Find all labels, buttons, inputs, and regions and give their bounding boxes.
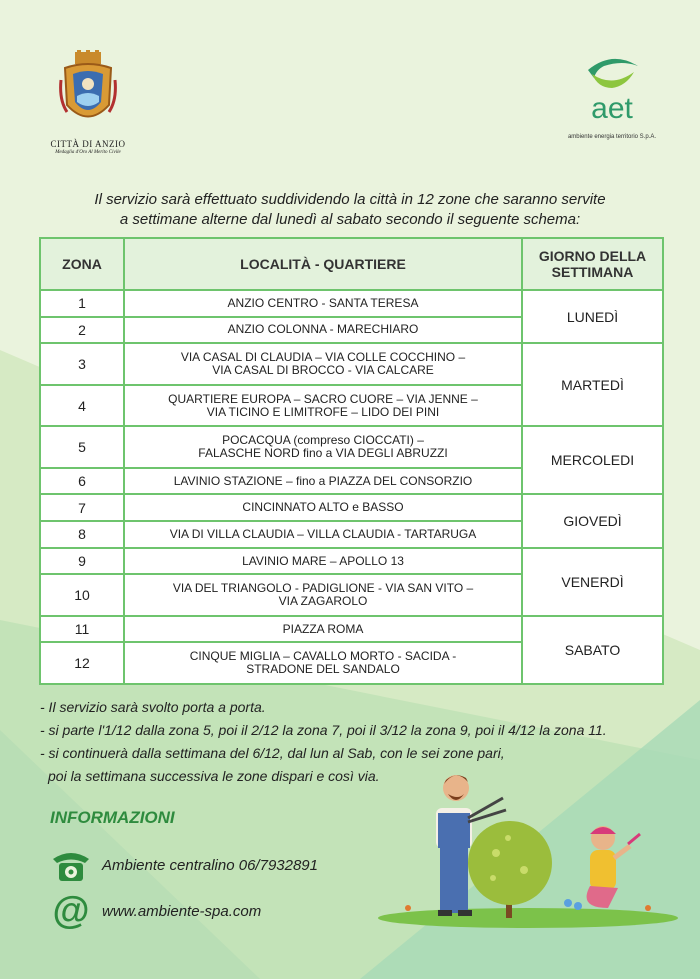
zone-location (124, 290, 522, 317)
location-line: VIA DI VILLA CLAUDIA – VILLA CLAUDIA - TARTARUGA (169, 526, 477, 541)
intro-line-1: Il servizio sarà effettuato suddividendo la città in 12 zone che saranno servite (94, 191, 606, 208)
city-name: CITTÀ DI ANZIO (50, 139, 126, 149)
day-thursday: GIOVEDÌ (522, 494, 663, 547)
table-row (40, 426, 663, 467)
zone-number: 6 (40, 468, 124, 495)
aet-logo-icon (582, 52, 642, 132)
location-line: VIA CASAL DI CLAUDIA – VIA COLLE COCCHINO – (180, 350, 466, 365)
zone-number: 3 (40, 343, 124, 384)
zone-number: 2 (40, 317, 124, 344)
note-door-to-door: - Il servizio sarà svolto porta a porta. (40, 699, 266, 715)
company-name: ambiente energia territorio S.p.A. (567, 134, 657, 140)
note-continuation-2: poi la settimana successiva le zone dispari e così via. (48, 768, 380, 784)
city-crest-icon (59, 50, 117, 130)
location-line: QUARTIERE EUROPA – SACRO CUORE – VIA JENNE – (168, 391, 478, 406)
intro-text (40, 190, 660, 230)
zone-number: 5 (40, 426, 124, 467)
day-friday: VENERDÌ (522, 548, 663, 616)
schedule-table (39, 237, 664, 685)
header-day-line-2: SETTIMANA (551, 264, 634, 280)
hedge-bush-icon (468, 821, 552, 918)
location-line: STRADONE DEL SANDALO (246, 662, 400, 677)
city-subtitle: Medaglia d'Oro Al Merito Civile (55, 150, 121, 155)
location-line: FALASCHE NORD fino a VIA DEGLI ABRUZZI (198, 445, 448, 460)
zone-number: 4 (40, 385, 124, 426)
gardeners-illustration (378, 758, 678, 928)
zone-location (124, 317, 522, 344)
zone-number: 1 (40, 290, 124, 317)
zone-number: 9 (40, 548, 124, 575)
note-start-dates: - si parte l'1/12 dalla zona 5, poi il 2/12 la zona 7, poi il 3/12 la zona 9, poi il 4/12 la zona 11. (40, 722, 607, 738)
zone-location (124, 574, 522, 615)
zone-location (124, 616, 522, 643)
location-line: ANZIO COLONNA - MARECHIARO (227, 322, 419, 337)
city-logo (38, 50, 138, 155)
location-line: LAVINIO STAZIONE – fino a PIAZZA DEL CONSORZIO (173, 473, 473, 488)
zone-number: 12 (40, 642, 124, 684)
table-row (40, 494, 663, 521)
location-line: VIA CASAL DI BROCCO - VIA CALCARE (212, 363, 434, 378)
zone-number: 8 (40, 521, 124, 548)
location-line: ANZIO CENTRO - SANTA TERESA (227, 295, 419, 310)
zone-location (124, 426, 522, 467)
location-line: VIA TICINO E LIMITROFE – LIDO DEI PINI (206, 404, 440, 419)
header-location: LOCALITÀ - QUARTIERE (124, 238, 522, 290)
zone-location (124, 494, 522, 521)
table-row (40, 548, 663, 575)
location-line: CINQUE MIGLIA – CAVALLO MORTO - SACIDA - (189, 649, 457, 664)
intro-line-2: a settimane alterne dal lunedì al sabato secondo il seguente schema: (119, 211, 581, 228)
zone-location (124, 642, 522, 684)
zone-location (124, 343, 522, 384)
location-line: VIA ZAGAROLO (278, 594, 368, 609)
table-header-row (40, 238, 663, 290)
company-logo (552, 52, 672, 140)
web-contact (50, 889, 262, 932)
info-title: INFORMAZIONI (50, 808, 175, 827)
location-line: POCACQUA (compreso CIOCCATI) – (222, 432, 424, 447)
header-day (522, 238, 663, 290)
phone-icon (50, 846, 92, 884)
gardener-woman-icon (587, 826, 640, 908)
zone-number: 11 (40, 616, 124, 643)
location-line: LAVINIO MARE – APOLLO 13 (242, 553, 404, 568)
table-row (40, 290, 663, 317)
phone-contact (50, 846, 318, 884)
zone-location (124, 548, 522, 575)
phone-text: Ambiente centralino 06/7932891 (102, 856, 318, 874)
day-saturday: SABATO (522, 616, 663, 684)
zone-location (124, 521, 522, 548)
zone-number: 10 (40, 574, 124, 615)
day-tuesday: MARTEDÌ (522, 343, 663, 426)
day-wednesday: MERCOLEDI (522, 426, 663, 494)
header-day-line-1: GIORNO DELLA (538, 248, 647, 264)
table-row (40, 343, 663, 384)
table-row (40, 616, 663, 643)
header-zone: ZONA (40, 238, 124, 290)
company-mark-text: aet (591, 92, 633, 125)
web-link[interactable]: www.ambiente-spa.com (102, 902, 262, 920)
zone-location (124, 468, 522, 495)
location-line: CINCINNATO ALTO e BASSO (242, 500, 404, 515)
day-monday: LUNEDÌ (522, 290, 663, 343)
at-icon: @ (52, 889, 90, 932)
location-line: PIAZZA ROMA (282, 621, 364, 636)
note-continuation: - si continuerà dalla settimana del 6/12, dal lun al Sab, con le sei zone pari, (40, 745, 505, 761)
location-line: VIA DEL TRIANGOLO - PADIGLIONE - VIA SAN VITO – (172, 581, 474, 596)
zone-location (124, 385, 522, 426)
zone-number: 7 (40, 494, 124, 521)
